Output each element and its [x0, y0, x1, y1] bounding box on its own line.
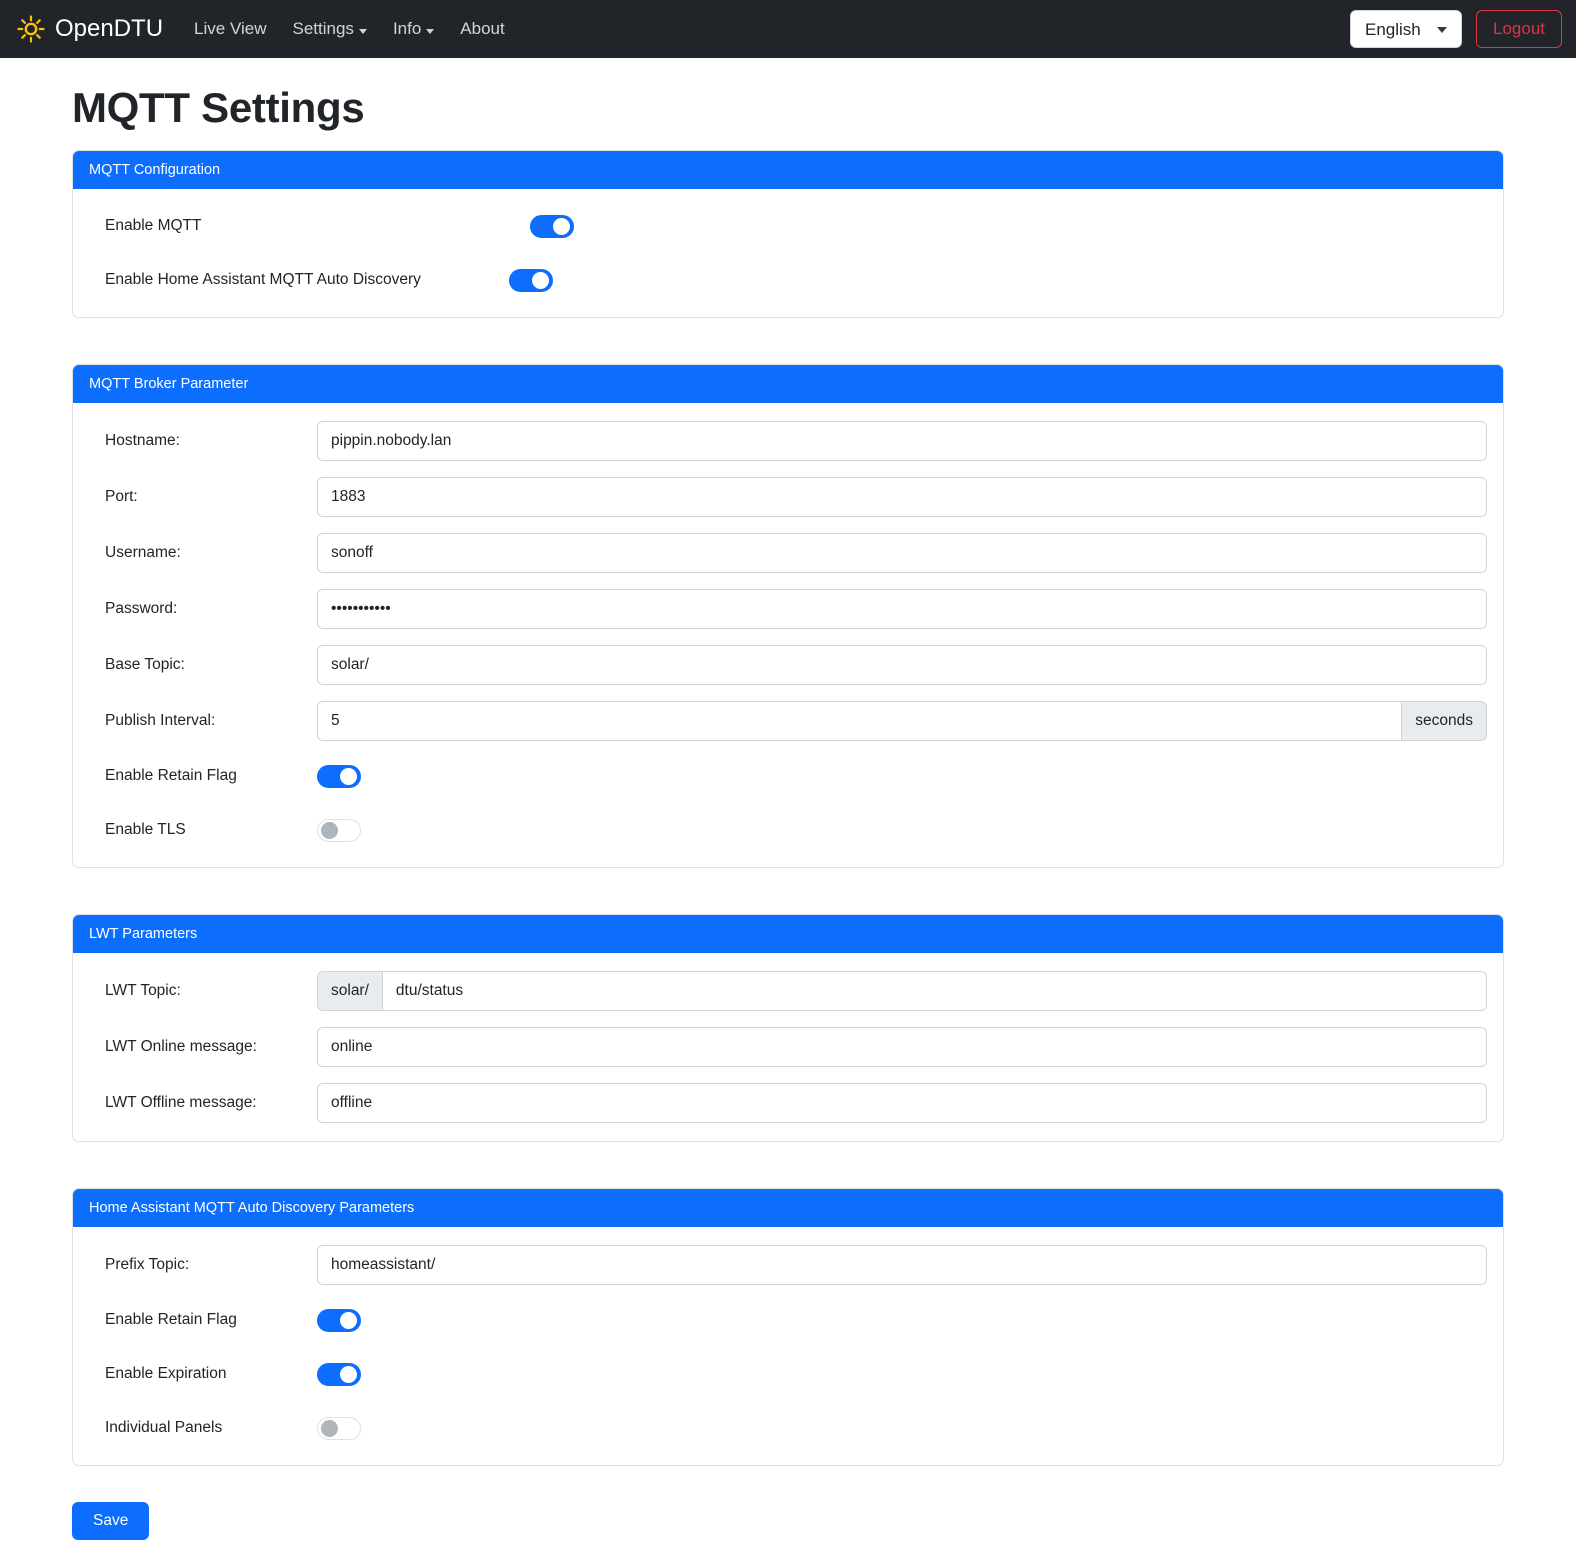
field-port — [317, 477, 1487, 517]
save-button[interactable]: Save — [72, 1502, 149, 1540]
row-hass-expiration — [89, 1355, 1487, 1393]
lwt-offline-message-input[interactable] — [317, 1083, 1487, 1123]
row-enable-tls — [89, 811, 1487, 849]
lwt-topic-input[interactable] — [382, 971, 1487, 1011]
row-port — [89, 477, 1487, 517]
chevron-down-icon — [359, 29, 367, 34]
field-username — [317, 533, 1487, 573]
field-lwt-online-message — [317, 1027, 1487, 1067]
brand-logo[interactable] — [16, 14, 163, 44]
toggle-hass-retain-flag[interactable] — [317, 1309, 361, 1332]
field-hass-expiration — [317, 1363, 1487, 1386]
field-enable-tls — [317, 819, 1487, 842]
label-base-topic: Base Topic: — [105, 656, 185, 673]
card-hass-discovery — [72, 1188, 1504, 1466]
toggle-enable-mqtt[interactable] — [530, 215, 574, 238]
field-hass-retain-flag — [317, 1309, 1487, 1332]
row-prefix-topic — [89, 1245, 1487, 1285]
nav-item-about[interactable] — [447, 13, 517, 45]
label-lwt-online-message: LWT Online message: — [105, 1038, 257, 1055]
password-input[interactable] — [317, 589, 1487, 629]
language-select[interactable] — [1350, 10, 1462, 48]
field-enable-mqtt — [317, 215, 1487, 238]
publish-interval-unit: seconds — [1402, 701, 1487, 741]
row-enable-hass-discovery — [89, 261, 1487, 299]
nav-item-live-view-label: Live View — [194, 19, 267, 38]
label-hostname: Hostname: — [105, 432, 180, 449]
nav-item-settings[interactable] — [280, 13, 380, 45]
nav-item-settings-label: Settings — [292, 19, 354, 38]
row-lwt-offline-message — [89, 1083, 1487, 1123]
row-base-topic — [89, 645, 1487, 685]
row-hass-retain-flag — [89, 1301, 1487, 1339]
field-lwt-topic — [317, 971, 1487, 1011]
chevron-down-icon — [426, 29, 434, 34]
label-publish-interval: Publish Interval: — [105, 712, 216, 729]
publish-interval-input[interactable] — [317, 701, 1402, 741]
card-body-mqtt-configuration — [73, 189, 1503, 317]
row-individual-panels — [89, 1409, 1487, 1447]
page-content — [0, 84, 1576, 1564]
row-lwt-topic — [89, 971, 1487, 1011]
field-enable-retain-flag-broker — [317, 765, 1487, 788]
field-prefix-topic — [317, 1245, 1487, 1285]
row-hostname — [89, 421, 1487, 461]
label-hass-expiration: Enable Expiration — [105, 1365, 227, 1382]
nav-item-about-label: About — [460, 19, 505, 38]
card-body-mqtt-broker — [73, 403, 1503, 867]
logout-button[interactable]: Logout — [1476, 10, 1562, 48]
label-enable-retain-flag-broker: Enable Retain Flag — [105, 767, 237, 784]
field-publish-interval — [317, 701, 1487, 741]
label-lwt-topic: LWT Topic: — [105, 982, 181, 999]
language-select-wrap — [1350, 10, 1462, 48]
label-password: Password: — [105, 600, 178, 617]
lwt-online-message-input[interactable] — [317, 1027, 1487, 1067]
toggle-enable-retain-flag-broker[interactable] — [317, 765, 361, 788]
card-body-hass-discovery — [73, 1227, 1503, 1465]
brand-label: OpenDTU — [55, 15, 164, 42]
card-mqtt-configuration — [72, 150, 1504, 318]
hostname-input[interactable] — [317, 421, 1487, 461]
label-enable-tls: Enable TLS — [105, 821, 186, 838]
nav-links — [181, 13, 518, 45]
card-lwt-parameters — [72, 914, 1504, 1142]
card-mqtt-broker — [72, 364, 1504, 868]
navbar-right — [1350, 10, 1562, 48]
prefix-topic-input[interactable] — [317, 1245, 1487, 1285]
lwt-topic-prefix: solar/ — [317, 971, 382, 1011]
username-input[interactable] — [317, 533, 1487, 573]
label-port: Port: — [105, 488, 138, 505]
row-enable-retain-flag-broker — [89, 757, 1487, 795]
nav-item-info[interactable] — [380, 13, 447, 45]
nav-item-info-label: Info — [392, 19, 422, 38]
card-header-mqtt-configuration: MQTT Configuration — [73, 151, 1503, 189]
field-password — [317, 589, 1487, 629]
field-base-topic — [317, 645, 1487, 685]
label-lwt-offline-message: LWT Offline message: — [105, 1094, 257, 1111]
toggle-enable-hass-discovery[interactable] — [509, 269, 553, 292]
toggle-individual-panels[interactable] — [317, 1417, 361, 1440]
label-prefix-topic: Prefix Topic: — [105, 1256, 190, 1273]
label-hass-retain-flag: Enable Retain Flag — [105, 1311, 237, 1328]
field-individual-panels — [317, 1417, 1487, 1440]
row-enable-mqtt — [89, 207, 1487, 245]
base-topic-input[interactable] — [317, 645, 1487, 685]
row-password — [89, 589, 1487, 629]
port-input[interactable] — [317, 477, 1487, 517]
row-publish-interval — [89, 701, 1487, 741]
label-enable-hass-discovery: Enable Home Assistant MQTT Auto Discovery — [105, 271, 421, 288]
page-title: MQTT Settings — [72, 84, 365, 131]
card-body-lwt-parameters — [73, 953, 1503, 1141]
toggle-hass-expiration[interactable] — [317, 1363, 361, 1386]
card-header-hass-discovery: Home Assistant MQTT Auto Discovery Parameters — [73, 1189, 1503, 1227]
label-individual-panels: Individual Panels — [105, 1419, 223, 1436]
label-enable-mqtt: Enable MQTT — [105, 217, 202, 234]
row-lwt-online-message — [89, 1027, 1487, 1067]
card-header-lwt-parameters: LWT Parameters — [73, 915, 1503, 953]
sun-icon — [16, 14, 46, 44]
toggle-enable-tls[interactable] — [317, 819, 361, 842]
nav-item-live-view[interactable] — [181, 13, 279, 45]
label-username: Username: — [105, 544, 181, 561]
field-enable-hass-discovery — [509, 269, 1487, 292]
field-hostname — [317, 421, 1487, 461]
card-header-mqtt-broker: MQTT Broker Parameter — [73, 365, 1503, 403]
row-username — [89, 533, 1487, 573]
field-lwt-offline-message — [317, 1083, 1487, 1123]
navbar — [0, 0, 1576, 58]
